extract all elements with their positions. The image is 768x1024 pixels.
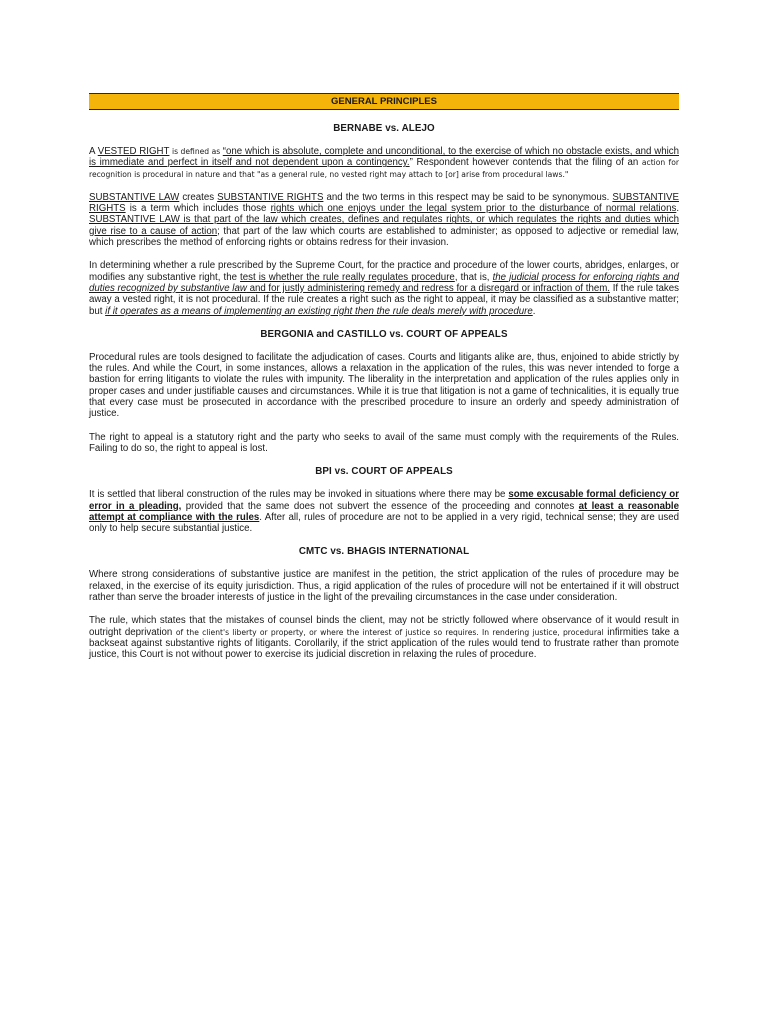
text-run: creates <box>179 191 218 203</box>
text-run: ” Respondent however contends that the filing of an <box>409 157 642 169</box>
text-run: In determining whether a rule prescribed by the Supreme Court, for the practice and procedure of the lower courts, abridges, enlarges, or modifies any substantive right, the <box>89 260 679 283</box>
text-run: infirmities take a backseat against substantive rights of litigants. Corollarily, if the strict application of the rules would tend to frustrate rather than promote justice, this Court is not without power to exercise its judicial discretion in relaxing the rules of procedure. <box>89 626 679 661</box>
text-run: and for justly administering remedy and redress for a disregard or infraction of them. <box>246 282 610 294</box>
text-run: A <box>89 146 98 157</box>
text-run: If the rule takes away a vested right, it is not procedural. If the rule creates a right such as the right to appeal, it may be classified as a substantive matter; but <box>89 282 679 317</box>
text-run: The rule, which states that the mistakes of counsel binds the client, may not be strictly followed where observance of it would result in outright deprivation <box>89 615 679 638</box>
text-run: is a term which includes those <box>125 203 271 215</box>
document-body <box>89 93 679 673</box>
text-run: . <box>676 203 680 215</box>
text-run: Where strong considerations of substantive justice are manifest in the petition, the strict application of the rules of procedure may be relaxed, in the exercise of its equity jurisdiction. Thus, a rigid application of the rules of procedure will not be entertained if it will obstruct rather than serve the broader interests of justice in the light of the prevailing circumstances in the case under consideration. <box>89 569 679 604</box>
case-paragraph <box>89 352 679 420</box>
text-run: is that part of the law which creates, defines and regulates rights, or which regulates the rights and duties which give rise to a cause of action <box>89 214 679 237</box>
case-paragraph <box>89 615 679 660</box>
text-run: . <box>532 305 536 317</box>
text-run: Procedural rules are tools designed to facilitate the adjudication of cases. Courts and litigants alike are, thus, enjoined to abide strictly by the rules. And while the Court, in some instances, allows a relaxation in the application of the rules, this was never intended to forge a bastion for erring litigants to violate the rules with impunity. The liberality in the interpretation and application of the rules applies only in proper cases and under justifiable causes and circumstances. While it is true that litigation is not a game of technicalities, it is equally true that every case must be prosecuted in accordance with the prescribed procedure to insure an orderly and speedy administration of justice. <box>89 351 679 420</box>
text-run: rights which one enjoys under the legal system prior to the disturbance of normal relations <box>270 203 677 215</box>
text-run: of the client's liberty or property, or where the interest of justice so requires. In rendering justice, procedural <box>175 627 604 637</box>
case-paragraph <box>89 192 679 248</box>
case-paragraph <box>89 260 679 316</box>
text-run: at least a reasonable attempt at compliance with the rules <box>89 500 679 523</box>
text-run: SUBSTANTIVE RIGHTS <box>89 191 679 215</box>
text-run: SUBSTANTIVE LAW <box>89 191 180 203</box>
case-paragraph <box>89 489 679 534</box>
text-run: . After all, rules of procedure are not to be applied in a very rigid, technical sense; they are used only to help secure substantial justice. <box>89 511 679 535</box>
text-run: The right to appeal is a statutory right and the party who seeks to avail of the same must comply with the requirements of the Rules. Failing to do so, the right to appeal is lost. <box>89 431 679 454</box>
text-run: “one which is absolute, complete and unconditional, to the exercise of which no obstacle exists, and which is immediate and perfect in itself and not dependent upon a contingency. <box>89 146 679 169</box>
text-run: and the two terms in this respect may be said to be synonymous. <box>323 191 613 203</box>
text-run: action for recognition is procedural in nature and that "as a general rule, no vested right may attach to [or] arise from procedural laws." <box>89 158 680 179</box>
text-run: test is whether the rule really regulates procedure <box>240 271 455 283</box>
case-heading: CMTC vs. BHAGIS INTERNATIONAL <box>298 546 470 558</box>
text-run: It is settled that liberal construction of the rules may be invoked in situations where there may be <box>89 489 509 501</box>
case-paragraph <box>89 569 679 603</box>
text-run: VESTED RIGHT <box>97 146 170 157</box>
case-paragraph <box>89 432 679 455</box>
text-run: if it operates as a means of implementing an existing right then the rule deals merely with procedure <box>105 305 533 317</box>
text-run: SUBSTANTIVE LAW <box>89 214 180 226</box>
case-paragraph <box>89 146 679 180</box>
text-run: ; that part of the law which courts are established to administer; as opposed to adjective or remedial law, which prescribes the method of enforcing rights or obtains redress for their invasion. <box>89 225 679 249</box>
text-run: , that is, <box>454 271 493 283</box>
case-heading: BPI vs. COURT OF APPEALS <box>315 466 453 478</box>
text-run: some excusable formal deficiency or error in a pleading, <box>89 489 679 512</box>
text-run: SUBSTANTIVE RIGHTS <box>217 191 324 203</box>
text-run: provided that the same does not subvert the essence of the proceeding and connotes <box>181 500 579 512</box>
text-run: the judicial process for enforcing rights and duties recognized by substantive law <box>89 271 679 294</box>
case-heading: BERNABE vs. ALEJO <box>333 123 435 134</box>
case-heading: BERGONIA and CASTILLO vs. COURT OF APPEALS <box>260 328 508 340</box>
text-run: is defined as <box>169 147 223 156</box>
section-banner: GENERAL PRINCIPLES <box>89 93 679 110</box>
